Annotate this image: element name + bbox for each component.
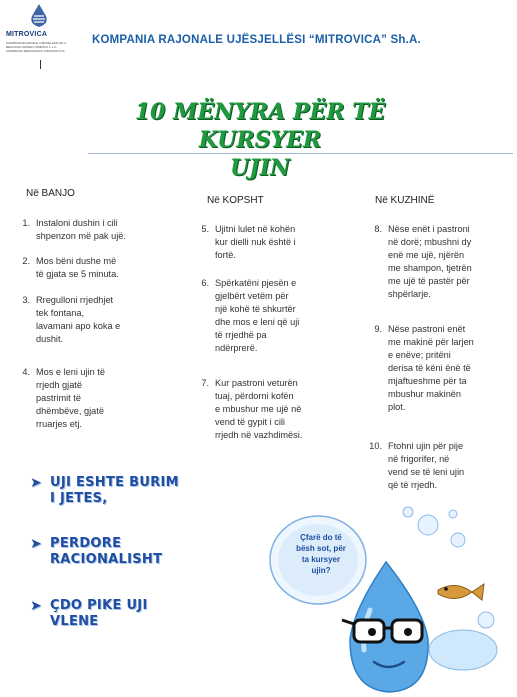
logo-subtitle: KOMPANIA RAJONALE UJËSJELLËSI SH.A. REGIONAL WATER COMPANY L.L.C. KOMPANIJA REGIONALNI VODOVOD D.D.	[6, 41, 67, 53]
arrow-right-icon: ➤	[30, 475, 43, 491]
arrow-right-icon: ➤	[30, 598, 43, 614]
heading-kopsht: Në KOPSHT	[207, 195, 264, 206]
slogan-1: ➤ UJI ESHTE BURIM I JETES,	[30, 475, 179, 506]
heading-banjo: Në BANJO	[26, 188, 75, 199]
logo-drop-icon	[28, 4, 50, 28]
title-divider	[88, 153, 513, 154]
company-logo	[6, 4, 70, 64]
heading-kuzhine: Në KUZHINË	[375, 195, 435, 206]
speech-bubble-text: Çfarë do të bësh sot, për ta kursyer ujin?	[296, 533, 346, 575]
page-title: 10 MËNYRA PËR TË KURSYER UJIN	[134, 99, 386, 181]
logo-tick	[40, 60, 41, 69]
water-drop-mascot-illustration	[258, 500, 516, 695]
slogan-2: ➤ PERDORE RACIONALISHT	[30, 536, 163, 567]
company-name: KOMPANIA RAJONALE UJËSJELLËSI “MITROVICA” Sh.A.	[92, 34, 421, 46]
logo-name: MITROVICA	[6, 31, 48, 38]
arrow-right-icon: ➤	[30, 536, 43, 552]
slogan-3: ➤ ÇDO PIKE UJI VLENE	[30, 598, 148, 629]
